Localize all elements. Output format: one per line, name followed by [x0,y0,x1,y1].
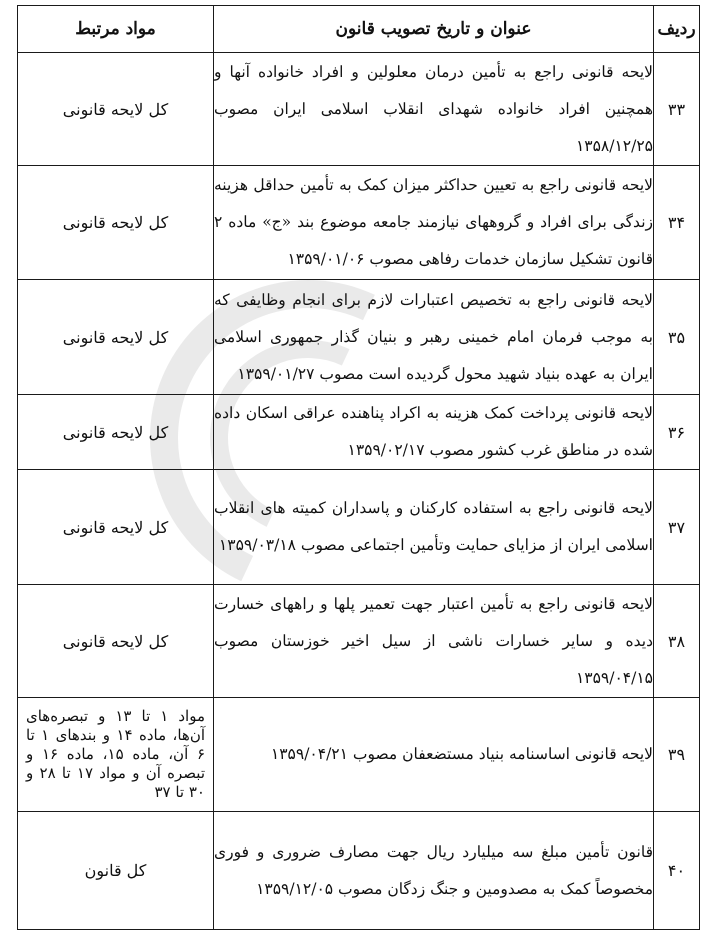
related-articles: مواد ۱ تا ۱۳ و تبصره‌های آن‌ها، ماده ۱۴ و بندهای ۱ تا ۶ آن، ماده ۱۵، ماده ۱۶ و تبصره آن و مواد ۱۷ تا ۲۸ و ۳۰ تا ۳۷ [18,698,214,812]
law-title: لایحه قانونی پرداخت کمک هزینه به اکراد پناهنده عراقی اسکان داده شده در مناطق غرب کشور مصوب ۱۳۵۹/۰۲/۱۷ [214,395,654,470]
related-articles: کل لایحه قانونی [18,585,214,698]
header-title: عنوان و تاریخ تصویب قانون [214,6,654,53]
laws-table [17,5,700,930]
law-title: لایحه قانونی اساسنامه بنیاد مستضعفان مصوب ۱۳۵۹/۰۴/۲۱ [214,698,654,812]
table-row [18,280,700,395]
related-articles: کل لایحه قانونی [18,395,214,470]
header-row-number: ردیف [654,6,700,53]
header-related-articles: مواد مرتبط [18,6,214,53]
row-number: ۴۰ [654,812,700,930]
related-articles: کل لایحه قانونی [18,470,214,585]
law-title: لایحه قانونی راجع به تأمین اعتبار جهت تعمیر پلها و راههای خسارت دیده و سایر خسارات ناشی از سیل اخیر خوزستان مصوب ۱۳۵۹/۰۴/۱۵ [214,585,654,698]
row-number: ۳۵ [654,280,700,395]
law-title: لایحه قانونی راجع به تأمین درمان معلولین و افراد خانواده آنها و همچنین افراد خانواده شهدای انقلاب اسلامی ایران مصوب ۱۳۵۸/۱۲/۲۵ [214,53,654,166]
related-articles: کل لایحه قانونی [18,280,214,395]
table-row [18,53,700,166]
table-row [18,395,700,470]
related-articles: کل قانون [18,812,214,930]
table-row [18,585,700,698]
law-title: قانون تأمین مبلغ سه میلیارد ریال جهت مصارف ضروری و فوری مخصوصاً کمک به مصدومین و جنگ زدگان مصوب ۱۳۵۹/۱۲/۰۵ [214,812,654,930]
related-articles: کل لایحه قانونی [18,53,214,166]
table-row [18,698,700,812]
law-title: لایحه قانونی راجع به تخصیص اعتبارات لازم برای انجام وظایفی که به موجب فرمان امام خمینی رهبر و بنیان گذار جمهوری اسلامی ایران به عهده بنیاد شهید محول گردیده است مصوب ۱۳۵۹/۰۱/۲۷ [214,280,654,395]
law-title: لایحه قانونی راجع به استفاده کارکنان و پاسداران کمیته های انقلاب اسلامی ایران از مزایای حمایت وتأمین اجتماعی مصوب ۱۳۵۹/۰۳/۱۸ [214,470,654,585]
table-row [18,470,700,585]
row-number: ۳۳ [654,53,700,166]
law-title: لایحه قانونی راجع به تعیین حداکثر میزان کمک به تأمین حداقل هزینه زندگی برای افراد و گروههای نیازمند جامعه موضوع بند «ج» ماده ۲ قانون تشکیل سازمان خدمات رفاهی مصوب ۱۳۵۹/۰۱/۰۶ [214,166,654,280]
row-number: ۳۷ [654,470,700,585]
related-articles: کل لایحه قانونی [18,166,214,280]
table-row [18,812,700,930]
row-number: ۳۸ [654,585,700,698]
row-number: ۳۴ [654,166,700,280]
row-number: ۳۶ [654,395,700,470]
table-header-row [18,6,700,53]
table-row [18,166,700,280]
row-number: ۳۹ [654,698,700,812]
